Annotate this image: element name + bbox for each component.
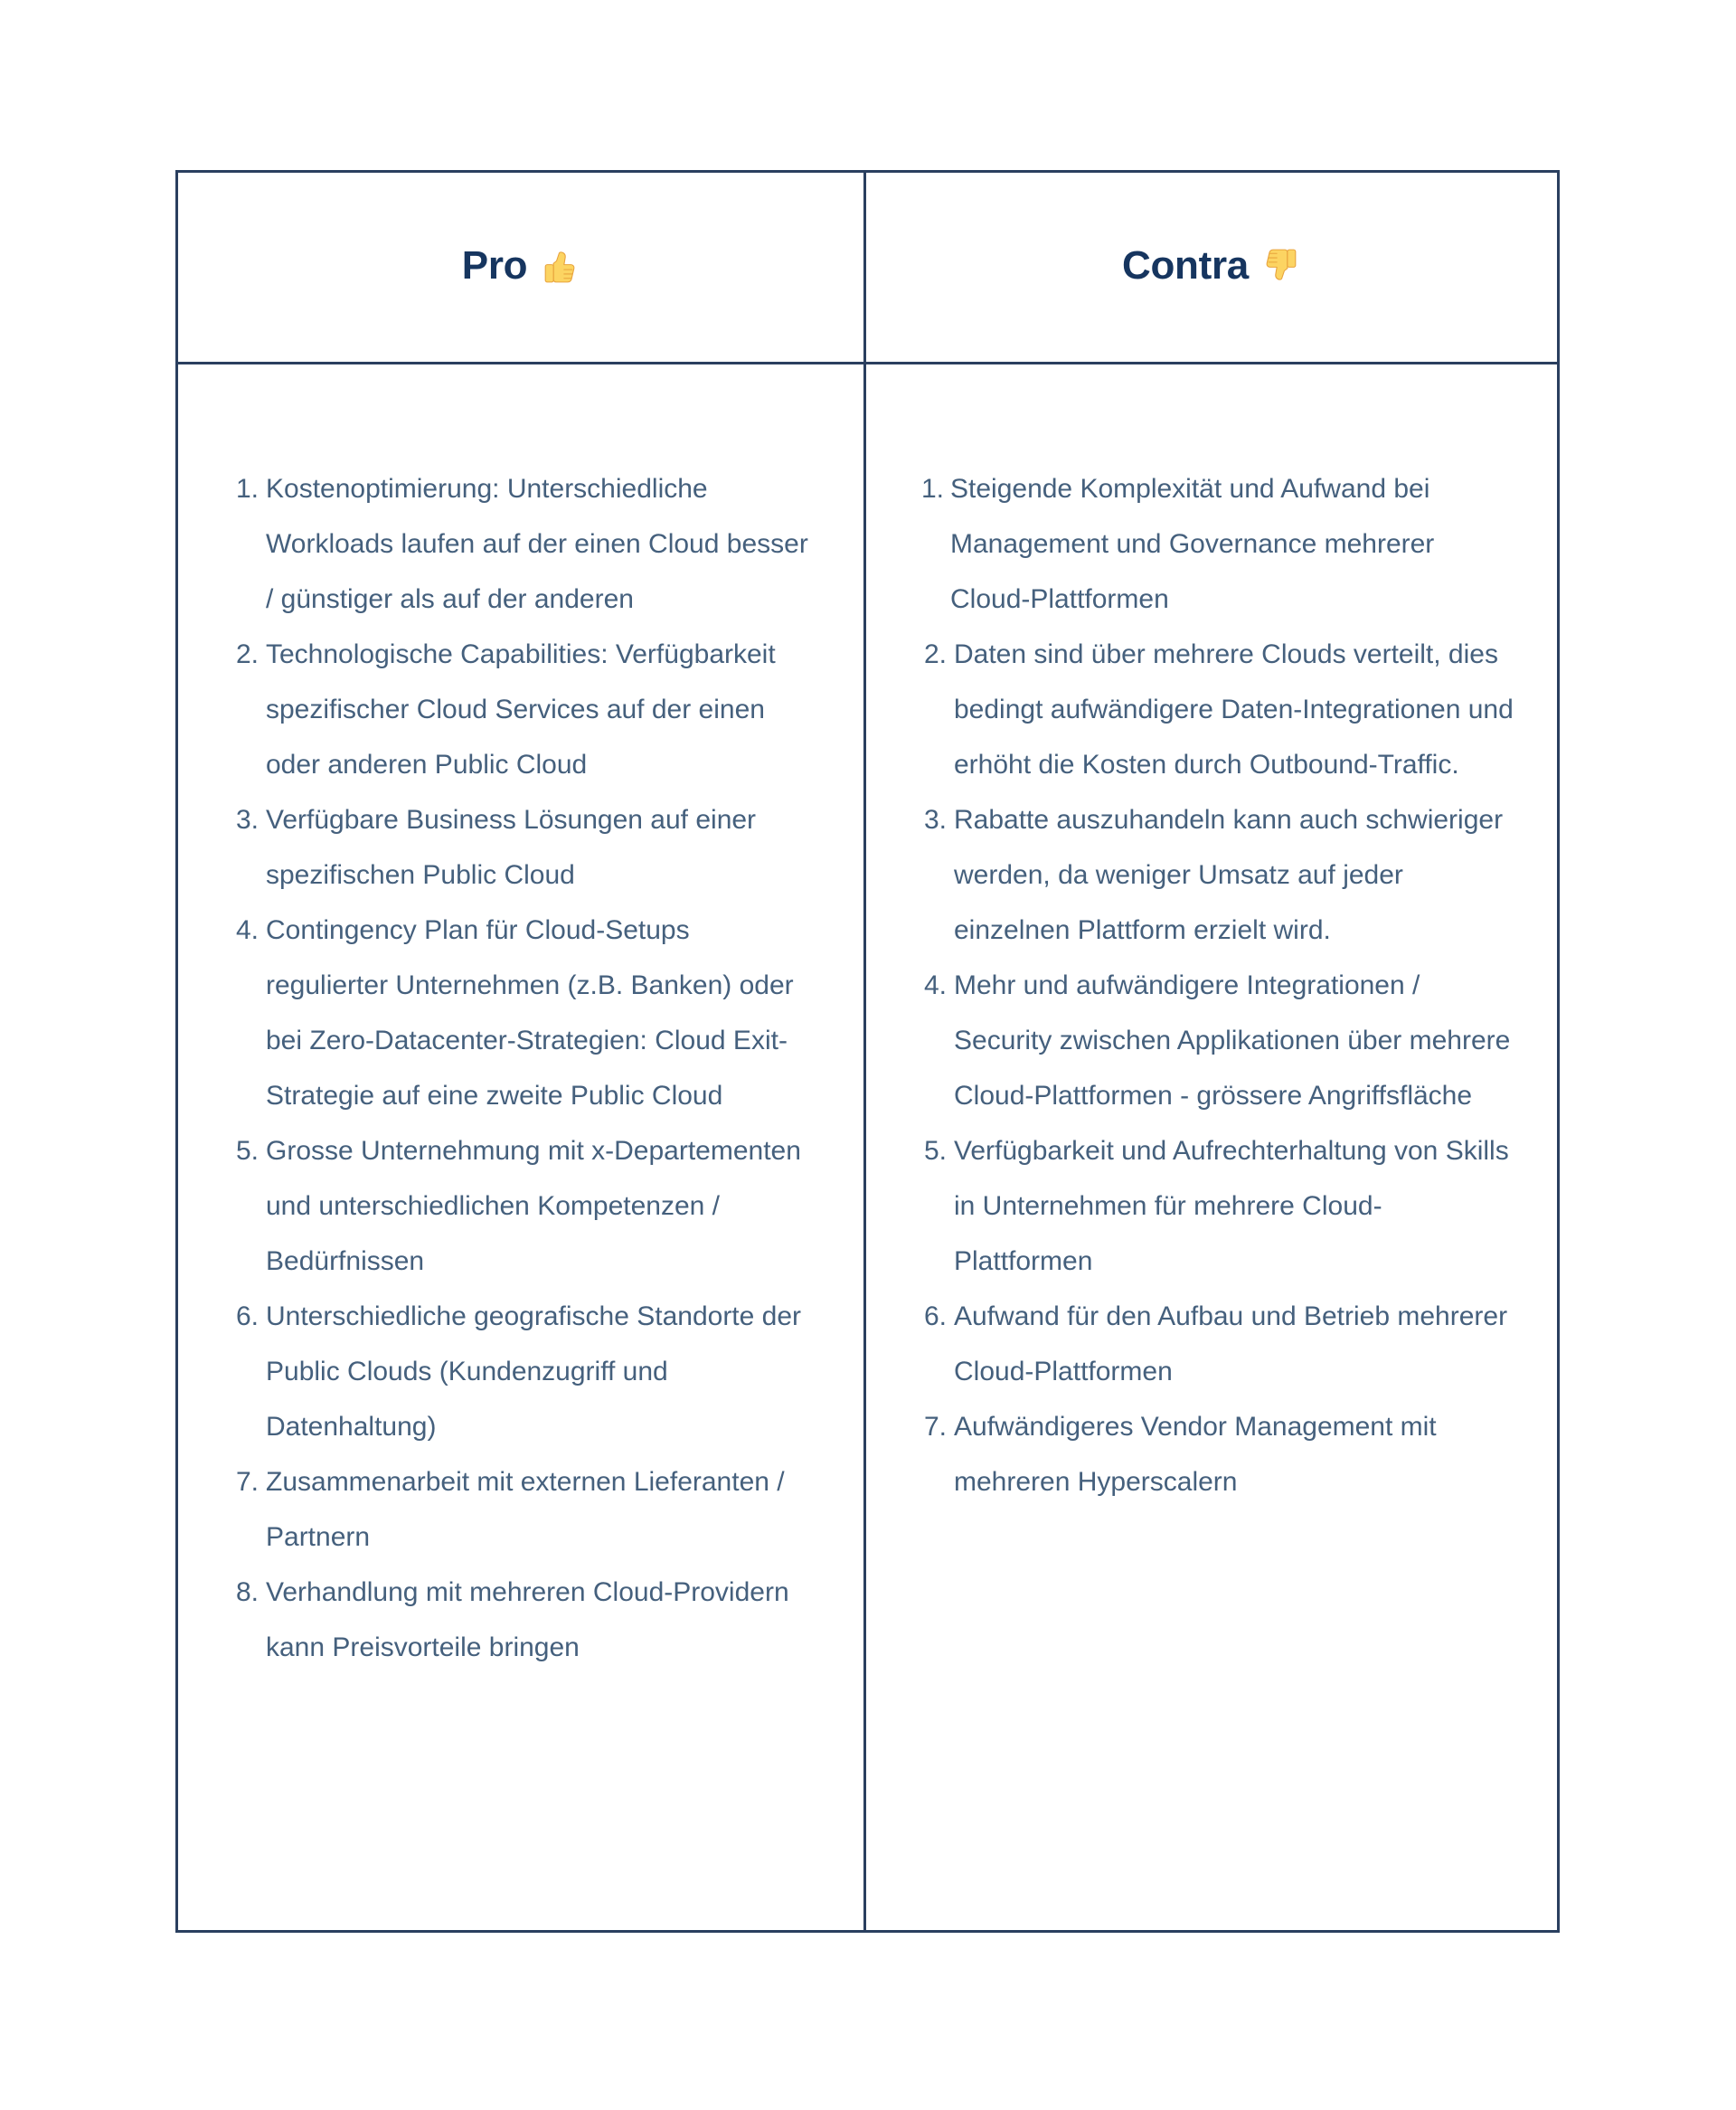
list-item-text: Unterschiedliche geografische Standorte der Public Clouds (Kundenzugriff und Datenhaltung) <box>266 1301 802 1442</box>
list-item-text: Technologische Capabilities: Verfügbarkeit spezifischer Cloud Services auf der einen oder anderen Public Cloud <box>266 639 776 780</box>
list-item-number: 6. <box>923 1301 947 1331</box>
list-item <box>921 792 1518 958</box>
list-item-text: Daten sind über mehrere Clouds verteilt, dies bedingt aufwändigere Daten-Integrationen und erhöht die Kosten durch Outbound-Traffic. <box>954 639 1514 780</box>
list-item <box>921 958 1518 1123</box>
list-item-number: 3. <box>235 805 259 835</box>
table-header-row <box>178 173 1557 364</box>
body-cell-pro <box>178 364 866 1930</box>
list-item <box>921 1399 1518 1509</box>
list-item-text: Contingency Plan für Cloud-Setups regulierter Unternehmen (z.B. Banken) oder bei Zero-Datacenter-Strategien: Cloud Exit-Strategie auf eine zweite Public Cloud <box>266 915 794 1111</box>
list-item-text: Steigende Komplexität und Aufwand bei Management und Governance mehrerer Cloud-Plattformen <box>950 474 1435 614</box>
contra-header-label: Contra <box>1122 242 1249 288</box>
list-item <box>921 1123 1518 1289</box>
list-item <box>921 1289 1518 1399</box>
list-item-number: 4. <box>923 970 947 1000</box>
list-item-text: Verfügbare Business Lösungen auf einer spezifischen Public Cloud <box>266 805 757 890</box>
contra-argument-list <box>921 461 1518 1509</box>
pro-header-label: Pro <box>461 242 528 288</box>
list-item <box>231 627 810 792</box>
list-item-number: 1. <box>921 474 945 504</box>
list-item-number: 7. <box>235 1467 259 1497</box>
list-item-number: 5. <box>923 1136 947 1166</box>
list-item-text: Grosse Unternehmung mit x-Departementen und unterschiedlichen Kompetenzen / Bedürfnissen <box>266 1136 801 1276</box>
list-item <box>231 903 810 1123</box>
list-item-text: Rabatte auszuhandeln kann auch schwieriger werden, da weniger Umsatz auf jeder einzelnen Plattform erzielt wird. <box>954 805 1504 945</box>
list-item-number: 1. <box>235 474 259 504</box>
header-cell-pro <box>178 173 866 362</box>
list-item-text: Verhandlung mit mehreren Cloud-Providern kann Preisvorteile bringen <box>266 1577 789 1662</box>
pro-contra-table <box>175 170 1560 1933</box>
list-item <box>231 1123 810 1289</box>
list-item-number: 4. <box>235 915 259 945</box>
list-item-number: 6. <box>235 1301 259 1331</box>
list-item <box>231 792 810 903</box>
list-item-text: Aufwändigeres Vendor Management mit mehreren Hyperscalern <box>954 1412 1437 1497</box>
list-item-number: 3. <box>923 805 947 835</box>
list-item-number: 7. <box>923 1412 947 1442</box>
list-item <box>231 1289 810 1454</box>
list-item-number: 2. <box>923 639 947 669</box>
list-item-number: 8. <box>235 1577 259 1607</box>
list-item <box>921 627 1518 792</box>
list-item-text: Mehr und aufwändigere Integrationen / Security zwischen Applikationen über mehrere Cloud-Plattformen - grössere Angriffsfläche <box>954 970 1511 1111</box>
header-cell-contra <box>866 173 1557 362</box>
list-item <box>921 461 1518 627</box>
list-item-text: Zusammenarbeit mit externen Lieferanten / Partnern <box>266 1467 785 1552</box>
thumbs-up-icon <box>540 246 580 286</box>
list-item-number: 5. <box>235 1136 259 1166</box>
table-body-row <box>178 364 1557 1930</box>
list-item <box>231 1454 810 1565</box>
list-item-number: 2. <box>235 639 259 669</box>
list-item-text: Verfügbarkeit und Aufrechterhaltung von Skills in Unternehmen für mehrere Cloud-Plattformen <box>954 1136 1509 1276</box>
body-cell-contra <box>866 364 1557 1930</box>
list-item <box>231 1565 810 1675</box>
list-item <box>231 461 810 627</box>
thumbs-down-icon <box>1261 246 1301 286</box>
list-item-text: Aufwand für den Aufbau und Betrieb mehrerer Cloud-Plattformen <box>954 1301 1508 1386</box>
list-item-text: Kostenoptimierung: Unterschiedliche Workloads laufen auf der einen Cloud besser / günstiger als auf der anderen <box>266 474 808 614</box>
pro-argument-list <box>231 461 810 1675</box>
